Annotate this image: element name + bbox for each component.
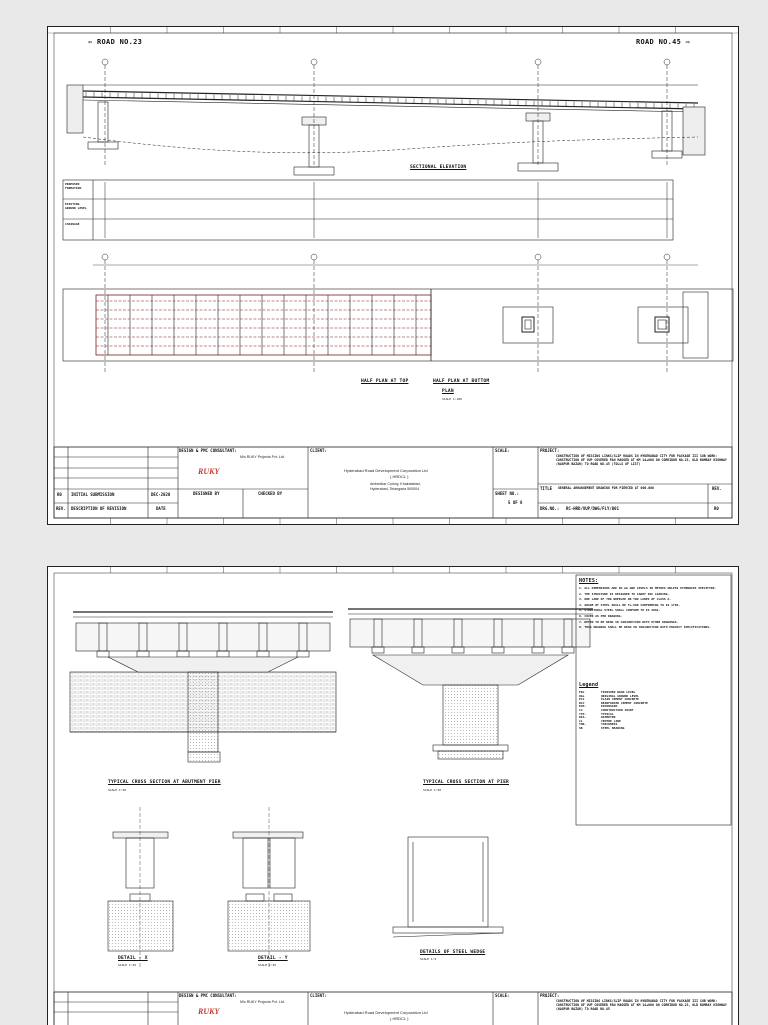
legend-meaning: CONSTRUCTION JOINT: [601, 707, 634, 712]
bearing: [492, 647, 504, 653]
cross-section-details-drawing: [48, 567, 738, 1025]
consultant-logo-2: RUKY: [198, 1007, 220, 1016]
legend-abbr: TYP.: [579, 711, 587, 716]
bearing: [297, 651, 309, 657]
revision-header-desc: DESCRIPTION OF REVISION: [71, 506, 127, 511]
centerline-marker: [311, 59, 317, 65]
legend-meaning: REINFORCED CEMENT CONCRETE: [601, 700, 648, 705]
consultant-heading: DESIGN & PMC CONSULTANT:: [179, 448, 237, 453]
client-city: Hyderabad, Telangana 500004: [370, 487, 420, 491]
legend-meaning: CENTRE LINE: [601, 718, 621, 723]
legend-abbr: DIA.: [579, 715, 587, 720]
pier-footing: [294, 167, 334, 175]
centerline-marker: [664, 254, 670, 260]
centerline-marker: [102, 59, 108, 65]
road-right-label: ROAD NO.45 ⇨: [636, 38, 691, 46]
legend-abbr: FRL: [579, 690, 585, 694]
legend-abbr: SB: [579, 725, 583, 730]
legend-meaning: STEEL BEARING: [601, 725, 625, 730]
legend-meaning: DIAMETER: [601, 715, 616, 720]
bearing: [372, 647, 384, 653]
pier-section-scale: SCALE 1:50: [423, 788, 442, 792]
steel-wedge-scale: SCALE 1:5: [420, 957, 437, 961]
legend-abbr: RCC: [579, 700, 585, 705]
abutment-footing: [88, 142, 118, 149]
consultant-logo: RUKY: [198, 467, 220, 476]
note-item: 5. STRUCTURAL STEEL SHALL CONFORM TO IS 2062.: [579, 608, 661, 613]
legend-meaning: EXPANSION: [601, 704, 618, 709]
row-label-ground: EXISTING GROUND LEVEL: [65, 202, 87, 210]
client-name-2: Hyderabad Road Development Corporation Ltd: [344, 1010, 428, 1015]
client-name: Hyderabad Road Development Corporation Ltd: [344, 468, 428, 473]
centerline-marker: [535, 59, 541, 65]
bearing: [217, 651, 229, 657]
note-item: 7. REFER TO BE READ IN CONJUNCTION WITH OTHER DRAWINGS.: [579, 619, 679, 624]
abutment-section-title: TYPICAL CROSS SECTION AT ABUTMENT PIER: [108, 780, 221, 785]
plan-scale: SCALE 1:100: [442, 397, 462, 401]
sheet-no-label: SHEET NO.:: [495, 491, 520, 496]
project-text: CONSTRUCTION OF MISSING LINKS/SLIP ROADS IN HYDERABAD CITY FOR PACKAGE III SUB WORK: CONSTRUCTION OF VUP COVERED PAN MAGGED AT KM 14+000 ON CORRIDOR NO.23, OLD BOMBAY HIGHWAY (NAGPUR BAZAR) TO ROAD NO.45 (TOLLS OF LIST): [556, 454, 727, 466]
road-left-label: ⇦ ROAD NO.23: [88, 38, 143, 46]
revision-row-rev: R0: [57, 492, 62, 497]
detail-x-scale: SCALE 1:25: [118, 963, 137, 967]
drawing-sheet-2: [47, 566, 739, 1025]
legend-meaning: ORIGINAL GROUND LEVEL: [601, 693, 639, 698]
scale-label: SCALE:: [495, 448, 510, 453]
drawing-no-label: DRG.NO.:: [540, 506, 560, 511]
road-right-text: ROAD NO.45: [636, 38, 682, 46]
project-label: PROJECT:: [540, 448, 560, 453]
title-label: TITLE: [540, 486, 553, 491]
legend-title: Legend: [579, 682, 599, 688]
note-item: 3. ONE LANE OF 70R WHEELED OR TWO LANES OF CLASS A.: [579, 597, 672, 602]
legend-meaning: THICKNESS: [601, 722, 618, 727]
centerline-marker: [102, 254, 108, 260]
legend-meaning: TYPICAL: [601, 711, 614, 716]
general-arrangement-drawing: [48, 27, 738, 524]
note-item: 1. ALL DIMENSIONS ARE IN mm AND LEVELS IN METRES UNLESS OTHERWISE SPECIFIED.: [579, 586, 717, 590]
sheet-no: 5 OF 8: [508, 500, 523, 505]
legend-abbr: OGL: [579, 693, 585, 698]
legend-list: [579, 691, 679, 731]
bearing: [452, 647, 464, 653]
bearing: [532, 647, 544, 653]
abutment-section-scale: SCALE 1:50: [108, 788, 127, 792]
bearing: [562, 647, 574, 653]
checked-by: CHECKED BY: [258, 491, 283, 496]
project-label-2: PROJECT:: [540, 993, 560, 998]
rev-value: R0: [714, 506, 719, 511]
half-plan-bottom-title: HALF PLAN AT BOTTOM: [433, 379, 490, 384]
centerline-marker: [311, 254, 317, 260]
legend-abbr: CL: [579, 718, 583, 723]
client-heading: CLIENT:: [310, 448, 327, 453]
legend-abbr: THK.: [579, 722, 587, 727]
notes-list: [579, 587, 728, 632]
drawing-no: RC-HRD/VUP/DWG/FLY/001: [566, 506, 619, 511]
note-item: 4. GRADE OF STEEL SHALL BE Fe-500 CONFORMING TO IS 1786.: [579, 602, 681, 607]
note-item: 2. THE STRUCTURE IS DESIGNED TO CARRY IRC LOADING.: [579, 591, 670, 596]
legend-meaning: PLAIN CEMENT CONCRETE: [601, 697, 639, 702]
pier-section-title: TYPICAL CROSS SECTION AT PIER: [423, 780, 510, 785]
client-address: Ambedkar Colony, Khairatabad,: [370, 482, 421, 486]
bearing: [177, 651, 189, 657]
centerline-marker: [535, 254, 541, 260]
note-item: 8. THIS DRAWING SHALL BE READ IN CONJUNCTION WITH PROJECT SPECIFICATIONS.: [579, 625, 711, 630]
consultant-heading-2: DESIGN & PMC CONSULTANT:: [179, 993, 237, 998]
plan-title: PLAN: [442, 389, 454, 394]
bearing: [97, 651, 109, 657]
client-heading-2: CLIENT:: [310, 993, 327, 998]
detail-y-title: DETAIL - Y: [258, 956, 288, 961]
note-item: 6. COVER AS PER DRAWING.: [579, 613, 623, 618]
client-abbr-2: ( HRDCL ): [390, 1016, 409, 1021]
legend-abbr: EXP.: [579, 704, 587, 709]
rev-label: REV.: [712, 486, 722, 491]
revision-header-rev: REV.: [56, 506, 66, 511]
bearing: [412, 647, 424, 653]
sectional-elevation-title: SECTIONAL ELEVATION: [410, 165, 467, 170]
client-abbr: ( HRDCL ): [390, 474, 409, 479]
revision-row-date: DEC-2020: [151, 492, 171, 497]
notes-title: NOTES:: [579, 578, 599, 584]
title-text: GENERAL ARRANGEMENT DRAWING FOR PIERCED AT 000.000: [558, 486, 654, 490]
bearing: [257, 651, 269, 657]
row-label-formation: PROPOSED FORMATION: [65, 182, 82, 190]
row-label-chainage: CHAINAGE: [65, 222, 80, 226]
revision-header-date: DATE: [156, 506, 166, 511]
drawing-sheet-1: [47, 26, 739, 525]
steel-wedge-title: DETAILS OF STEEL WEDGE: [420, 950, 486, 955]
half-plan-top-title: HALF PLAN AT TOP: [361, 379, 409, 384]
legend-meaning: FINISHED ROAD LEVEL: [601, 690, 636, 694]
road-left-text: ROAD NO.23: [97, 38, 143, 46]
legend-item: [579, 727, 679, 731]
designed-by: DESIGNED BY: [193, 491, 220, 496]
revision-row-desc: INITIAL SUBMISSION: [71, 492, 115, 497]
legend-abbr: PCC: [579, 697, 585, 702]
bearing: [137, 651, 149, 657]
consultant-name: M/s RUKY Projects Pvt. Ltd.: [240, 455, 285, 459]
detail-x-title: DETAIL - X: [118, 956, 148, 961]
legend-abbr: CJ: [579, 707, 583, 712]
abutment-column: [98, 102, 108, 142]
scale-label-2: SCALE:: [495, 993, 510, 998]
project-text-2: CONSTRUCTION OF MISSING LINKS/SLIP ROADS IN HYDERABAD CITY FOR PACKAGE III SUB WORK: CONSTRUCTION OF VUP COVERED PAN MAGGED AT KM 14+000 ON CORRIDOR NO.23, OLD BOMBAY HIGHWAY (NAGPUR BAZAR) TO ROAD NO.45: [556, 999, 727, 1011]
centerline-marker: [664, 59, 670, 65]
consultant-name-2: M/s RUKY Projects Pvt. Ltd.: [240, 1000, 285, 1004]
detail-y-scale: SCALE 1:25: [258, 963, 277, 967]
